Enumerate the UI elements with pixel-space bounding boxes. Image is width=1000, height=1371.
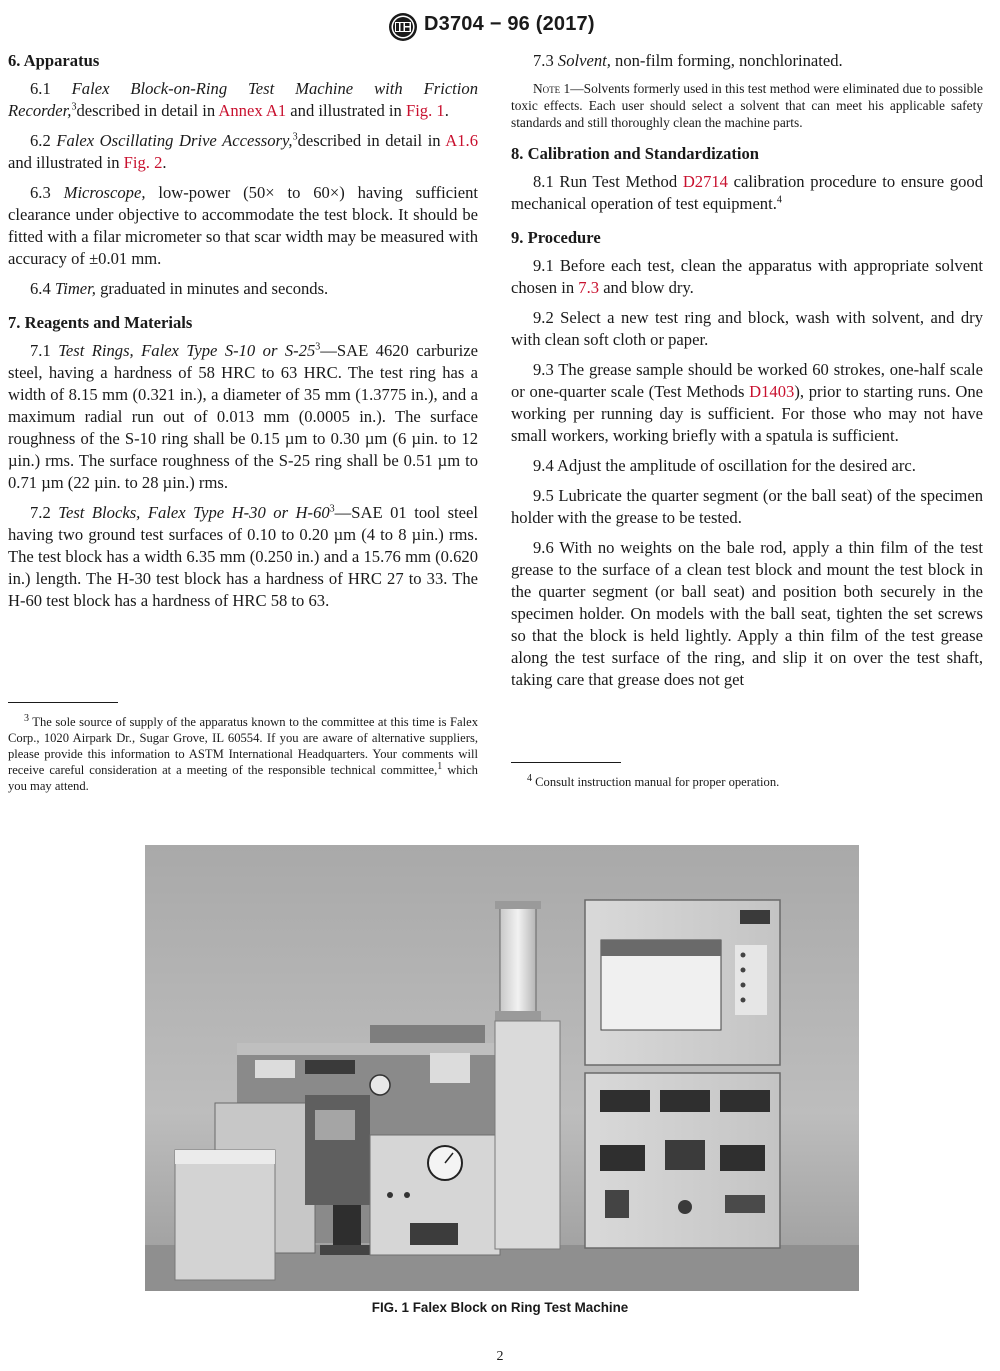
footnote-ref: 3 xyxy=(71,101,77,113)
paragraph-7-3: 7.3 Solvent, non-film forming, nonchlorinated. xyxy=(533,51,843,70)
footnote-4: $^4$ Consult instruction manual for proper operation. xyxy=(527,772,780,789)
paragraph-9-3: 9.3 The grease sample should be worked 60 strokes, one-half scale or one-quarter scale (Test Methods D1403), prior to starting runs. One working per running day is sufficient. For those who may not have small workers, working briefly with a spatula is sufficient. xyxy=(511,360,983,445)
figure-caption: FIG. 1 Falex Block on Ring Test Machine xyxy=(371,1300,629,1315)
paragraph-9-4: 9.4 Adjust the amplitude of oscillation for the desired arc. xyxy=(533,456,916,475)
section-8-heading: 8. Calibration and Standardization xyxy=(511,144,760,163)
footnote-rule xyxy=(511,762,621,763)
section-6-heading: 6. Apparatus xyxy=(8,51,100,70)
paragraph-6-4: 6.4 Timer, graduated in minutes and seconds. xyxy=(30,279,329,298)
standard-designation: D3704 − 96 (2017) xyxy=(424,13,595,35)
astm-logo-icon xyxy=(388,12,418,42)
d1403-link[interactable]: D1403 xyxy=(749,382,795,401)
annex-a1-link[interactable]: Annex A1 xyxy=(218,101,287,120)
paragraph-9-2: 9.2 Select a new test ring and block, wash with solvent, and dry with clean soft cloth or paper. xyxy=(511,308,983,349)
left-column xyxy=(8,50,478,620)
d2714-link[interactable]: D2714 xyxy=(682,172,728,191)
footnote-ref: 4 xyxy=(776,194,782,206)
note-1: Note 1—Solvents formerly used in this test method were eliminated due to possible toxic effects. Each user should select a solvent that can meet his applicable safety standards and still thoroughly clean the machine parts. xyxy=(511,81,984,130)
section-7-heading: 7. Reagents and Materials xyxy=(8,313,193,332)
paragraph-6-2: 6.2 Falex Oscillating Drive Accessory,$^3$described in detail in A1.6 and illustrated in Fig. 2. xyxy=(8,131,478,172)
paragraph-9-5: 9.5 Lubricate the quarter segment (or the ball seat) of the specimen holder with the grease to be tested. xyxy=(511,486,983,527)
section-9-heading: 9. Procedure xyxy=(511,228,601,247)
a1-6-link[interactable]: A1.6 xyxy=(445,131,478,150)
page-header xyxy=(0,8,1000,42)
falex-machine-photo xyxy=(145,845,859,1291)
paragraph-7-1: 7.1 Test Rings, Falex Type S-10 or $S-25^3—SAE$ 4620 carburize steel, having a hardness of 58 HRC to 63 HRC. The test ring has a width of 8.15 mm (0.321 in.), a diameter of 35 mm (1.3775 in.), and a maximum radial run out of 0.013 mm (0.0005 in.). The surface roughness of the S-10 ring shall be 0.15 µm to 0.30 µm (6 µin. to 12 µin.) rms. The surface roughness of the S-25 ring shall be 0.51 µm to 0.71 µm (22 µin. to 28 µin.) rms. xyxy=(8,341,479,492)
footnote-ref: 3 xyxy=(292,131,298,143)
footnote-ref: 3 xyxy=(329,503,335,515)
paragraph-8-1: 8.1 Run Test Method D2714 calibration procedure to ensure good mechanical operation of test equipment.$^4$ xyxy=(511,172,984,213)
footnote-rule xyxy=(8,702,118,703)
paragraph-6-3: 6.3 Microscope, low-power (50× to 60×) having sufficient clearance under objective to accommodate the test block. It should be fitted with a filar micrometer so that scar width may be measured with accuracy of ±0.01 mm. xyxy=(8,183,479,268)
section-7-3-link[interactable]: 7.3 xyxy=(578,278,600,297)
paragraph-9-1: 9.1 Before each test, clean the apparatus with appropriate solvent chosen in 7.3 and blow dry. xyxy=(511,256,983,297)
fig-2-link[interactable]: Fig. 2 xyxy=(123,153,163,172)
paragraph-6-1: 6.1 Falex Block-on-Ring Test Machine with Friction Recorder,$^3$described in detail in Annex A1 and illustrated in Fig. 1. xyxy=(8,79,479,120)
footnote-ref: 3 xyxy=(315,341,321,353)
right-column xyxy=(511,50,983,699)
paragraph-7-2: 7.2 Test Blocks, Falex Type H-30 or $H-60^3—SAE$ 01 tool steel having two ground test surfaces of 0.10 to 0.20 µm (4 to 8 µin.) rms. The test block has a width 6.35 mm (0.250 in.) and a 15.76 mm (0.620 in.) length. The H-30 test block has a hardness of HRC 27 to 33. The H-60 test block has a hardness of HRC 58 to 63. xyxy=(8,503,478,610)
paragraph-9-6: 9.6 With no weights on the bale rod, apply a thin film of the test grease to the surface of a clean test block and mount the test block in the quarter segment (or ball seat) and position both securely in the specimen holder. On models with the ball seat, tighten the set screws so that the block is held lightly. Apply a thin film of the test grease along the test surface of the ring, and slip it on over the test shaft, taking care that grease does not get xyxy=(511,538,983,689)
fig-1-link[interactable]: Fig. 1 xyxy=(405,101,445,120)
footnote-3: $^3$ The sole source of supply of the apparatus known to the committee at this time is Falex Corp., 1020 Airpark Dr., Sugar Grove, IL 60554. If you are aware of alternative suppliers, please provide this information to ASTM International Headquarters. Your comments will receive careful consideration at a meeting of the responsible technical committee,$^1$ which you may attend. xyxy=(8,712,478,793)
page-number: 2 xyxy=(496,1349,504,1364)
